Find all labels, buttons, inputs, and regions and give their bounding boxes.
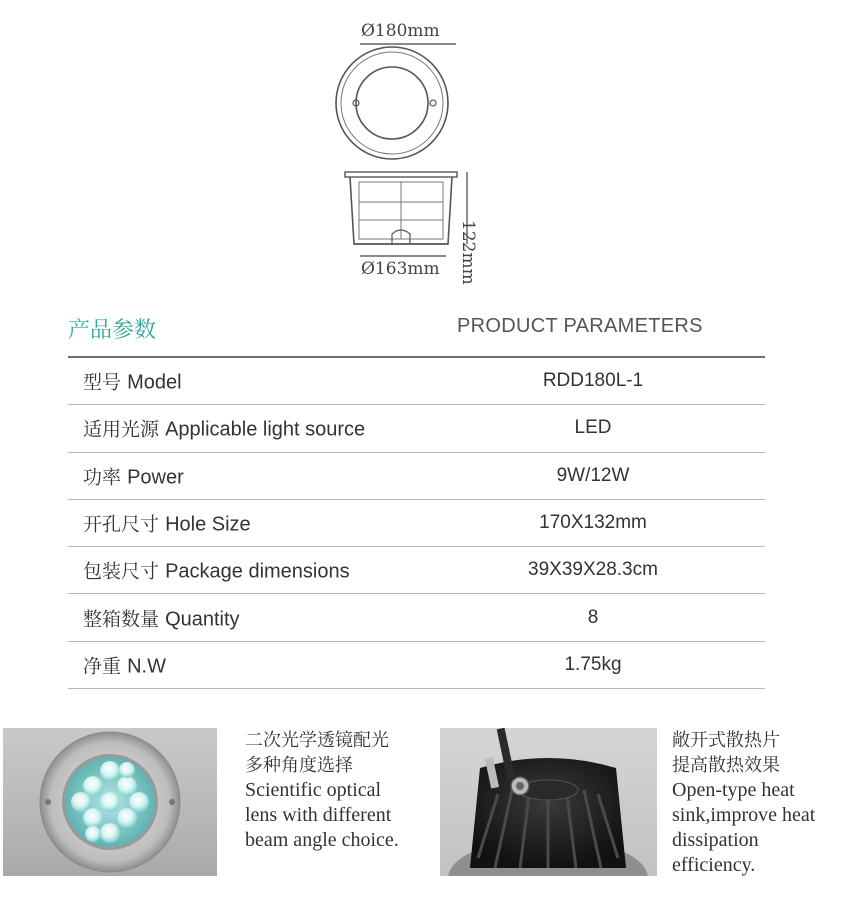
param-row-net-weight bbox=[68, 642, 765, 689]
param-row-light-source bbox=[68, 405, 765, 452]
lens-photo bbox=[3, 728, 217, 876]
bottom-diameter-label: Ø163mm bbox=[361, 259, 440, 279]
sink-feature-cn-line: 敞开式散热片 bbox=[672, 730, 780, 751]
param-label: 整箱数量 Quantity bbox=[83, 608, 240, 631]
sink-feature-en-line: dissipation bbox=[672, 829, 759, 851]
param-value: 1.75kg bbox=[564, 653, 622, 675]
param-value: 39X39X28.3cm bbox=[528, 559, 658, 581]
heat-sink-photo bbox=[440, 728, 657, 876]
lens-feature-en-line: beam angle choice. bbox=[245, 829, 399, 851]
param-row-model bbox=[68, 358, 765, 405]
height-label: 122mm bbox=[458, 220, 478, 285]
product-technical-drawing bbox=[330, 15, 530, 285]
heat-sink-illustration bbox=[440, 728, 657, 876]
heat-sink-feature-text bbox=[672, 728, 850, 878]
lens-illustration bbox=[3, 728, 217, 876]
param-label: 开孔尺寸 Hole Size bbox=[83, 513, 251, 536]
lens-feature-text bbox=[245, 728, 435, 853]
section-title-cn: 产品参数 bbox=[68, 318, 157, 343]
param-value: RDD180L-1 bbox=[542, 370, 644, 392]
sink-feature-en-line: efficiency. bbox=[672, 854, 756, 876]
lens-feature-en-line: Scientific optical bbox=[245, 779, 382, 801]
lamp-outline-drawing bbox=[330, 15, 530, 285]
param-value: LED bbox=[574, 417, 612, 439]
param-label: 净重 N.W bbox=[83, 655, 166, 678]
lens-feature-cn-line: 二次光学透镜配光 bbox=[245, 730, 389, 751]
param-row-hole-size bbox=[68, 500, 765, 547]
param-value: 170X132mm bbox=[539, 512, 647, 534]
param-value: 8 bbox=[587, 606, 599, 628]
param-label: 包装尺寸 Package dimensions bbox=[83, 560, 350, 583]
top-diameter-label: Ø180mm bbox=[361, 21, 440, 41]
param-value: 9W/12W bbox=[556, 464, 630, 486]
sink-feature-en-line: Open-type heat bbox=[672, 779, 795, 801]
section-title-en: PRODUCT PARAMETERS bbox=[457, 315, 703, 337]
param-row-package-dimensions bbox=[68, 547, 765, 594]
param-row-power bbox=[68, 453, 765, 500]
param-label: 适用光源 Applicable light source bbox=[83, 418, 366, 441]
sink-feature-en-line: sink,improve heat bbox=[672, 804, 816, 826]
param-row-quantity bbox=[68, 594, 765, 641]
sink-feature-cn-line: 提高散热效果 bbox=[672, 755, 780, 776]
parameter-table bbox=[68, 358, 765, 689]
lens-feature-cn-line: 多种角度选择 bbox=[245, 755, 353, 776]
param-label: 功率 Power bbox=[83, 466, 184, 489]
param-label: 型号 Model bbox=[83, 371, 182, 394]
lens-feature-en-line: lens with different bbox=[245, 804, 392, 826]
